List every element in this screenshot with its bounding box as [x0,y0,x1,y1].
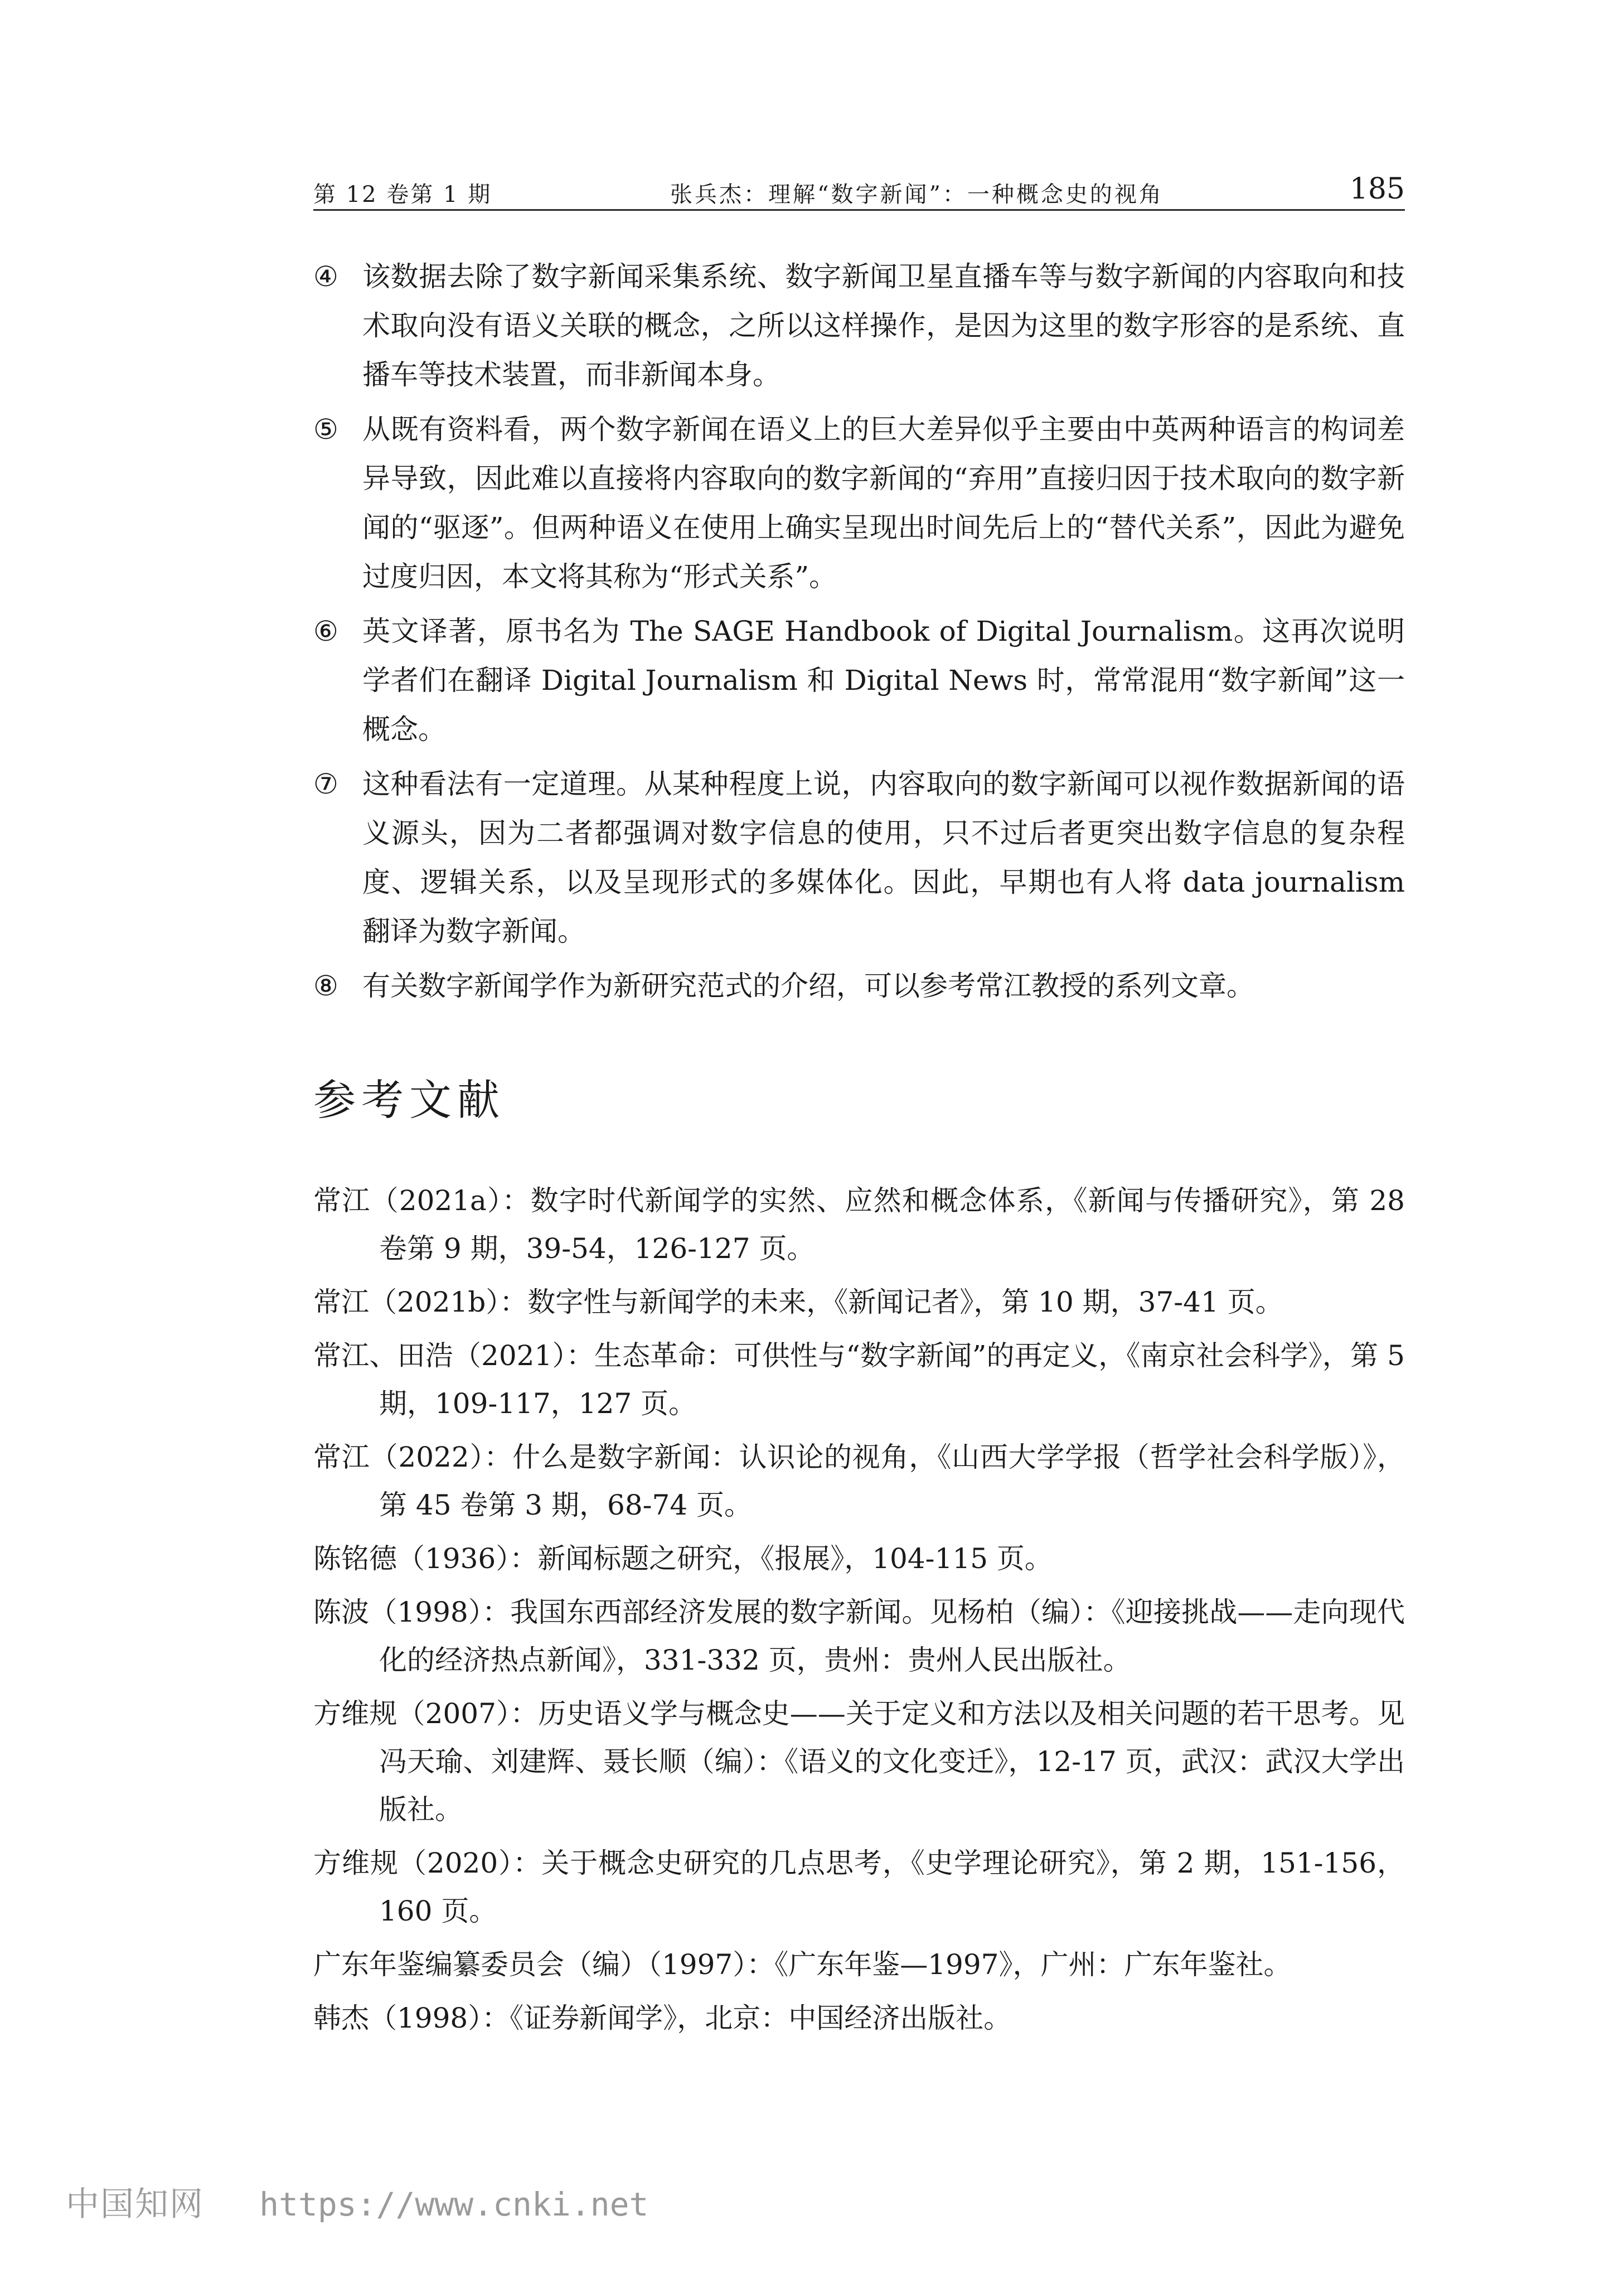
cnki-url-link[interactable]: https://www.cnki.net [259,2185,649,2223]
endnote-item [313,405,1405,601]
endnote-text: 有关数字新闻学作为新研究范式的介绍，可以参考常江教授的系列文章。 [362,970,1254,1002]
endnote-number: ④ [313,260,338,293]
watermark-footer [66,2178,648,2226]
endnote-item [313,961,1405,1010]
endnote-number: ⑤ [313,413,338,446]
reference-item: 陈波（1998）：我国东西部经济发展的数字新闻。见杨柏（编）：《迎接挑战——走向现代化的经济热点新闻》，331-332 页，贵州：贵州人民出版社。 [313,1596,1405,1676]
page-number: 185 [1349,172,1405,206]
reference-item: 方维规（2007）：历史语义学与概念史——关于定义和方法以及相关问题的若干思考。见冯天瑜、刘建辉、聂长顺（编）：《语义的文化变迁》，12-17 页，武汉：武汉大学出版社。 [313,1697,1405,1826]
reference-item: 陈铭德（1936）：新闻标题之研究，《报展》，104-115 页。 [313,1542,1053,1575]
article-title-header: 张兵杰：理解“数字新闻”：一种概念史的视角 [670,182,1164,207]
endnote-item [313,760,1405,956]
reference-item: 常江（2022）：什么是数字新闻：认识论的视角，《山西大学学报（哲学社会科学版）》，第 45 卷第 3 期，68-74 页。 [313,1441,1405,1521]
endnote-text: 从既有资料看，两个数字新闻在语义上的巨大差异似乎主要由中英两种语言的构词差异导致，因此难以直接将内容取向的数字新闻的“弃用”直接归因于技术取向的数字新闻的“驱逐”。但两种语义在使用上确实呈现出时间先后上的“替代关系”，因此为避免过度归因，本文将其称为“形式关系”。 [362,413,1405,593]
running-header [313,170,1405,211]
endnote-number: ⑥ [313,615,338,647]
reference-item: 常江（2021a）：数字时代新闻学的实然、应然和概念体系，《新闻与传播研究》，第 28 卷第 9 期，39-54，126-127 页。 [313,1184,1405,1265]
endnote-number: ⑧ [313,970,338,1002]
reference-item: 韩杰（1998）：《证券新闻学》，北京：中国经济出版社。 [313,2002,1012,2034]
reference-item: 常江、田浩（2021）：生态革命：可供性与“数字新闻”的再定义，《南京社会科学》，第 5 期，109-117，127 页。 [313,1339,1405,1420]
endnote-text: 该数据去除了数字新闻采集系统、数字新闻卫星直播车等与数字新闻的内容取向和技术取向没有语义关联的概念，之所以这样操作，是因为这里的数字形容的是系统、直播车等技术装置，而非新闻本身。 [362,260,1405,391]
reference-item: 常江（2021b）：数字性与新闻学的未来，《新闻记者》，第 10 期，37-41 页。 [313,1286,1283,1318]
endnote-item [313,252,1405,399]
reference-list [313,1177,1405,2048]
endnotes [313,252,1405,1016]
endnote-text: 英文译著，原书名为 The SAGE Handbook of Digital Journalism。这再次说明学者们在翻译 Digital Journalism 和 Digital News 时，常常混用“数字新闻”这一概念。 [362,615,1405,746]
cnki-logo: 中国知网 [66,2185,204,2224]
references-heading: 参考文献 [313,1075,505,1125]
reference-item: 广东年鉴编纂委员会（编）（1997）：《广东年鉴—1997》，广州：广东年鉴社。 [313,1948,1292,1981]
endnote-number: ⑦ [313,768,338,800]
journal-volume: 第 12 卷第 1 期 [313,182,492,207]
reference-item: 方维规（2020）：关于概念史研究的几点思考，《史学理论研究》，第 2 期，151-156，160 页。 [313,1847,1405,1927]
endnote-item [313,607,1405,754]
endnote-text: 这种看法有一定道理。从某种程度上说，内容取向的数字新闻可以视作数据新闻的语义源头，因为二者都强调对数字信息的使用，只不过后者更突出数字信息的复杂程度、逻辑关系，以及呈现形式的多媒体化。因此，早期也有人将 data journalism 翻译为数字新闻。 [362,768,1405,947]
